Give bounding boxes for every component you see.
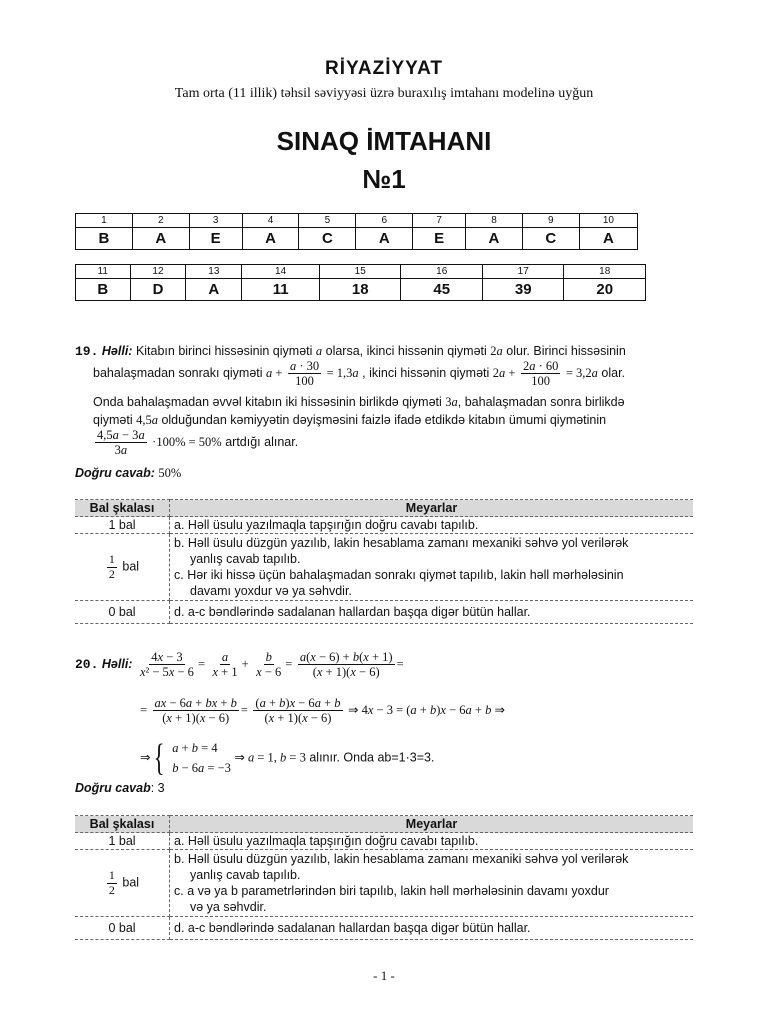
answer-number: 4 — [242, 214, 299, 228]
question-number: 19. — [75, 344, 99, 359]
criteria-c: c. Hər iki hissə üçün bahalaşmadan sonrakı qiymət tapılıb, lakin həll mərhələsinin — [174, 568, 624, 582]
q20-text: alınır. Onda — [309, 750, 374, 765]
answer-number: 7 — [413, 214, 466, 228]
col-header: Meyarlar — [170, 500, 694, 517]
answer-number: 3 — [189, 214, 242, 228]
score-cell: 0 bal — [75, 917, 170, 940]
answer-value: 45 — [401, 279, 483, 301]
answer-value: C — [522, 228, 579, 250]
criteria-c-cont: və ya səhvdir. — [190, 900, 267, 914]
q19-line5: $\frac{4,5a - 3a}{3a}$ ·100% = 50% artdığı alınar. — [97, 428, 299, 458]
q19-text: qiyməti — [93, 413, 133, 427]
answer-value: 39 — [482, 279, 564, 301]
answer-value: E — [189, 228, 242, 250]
criteria-b: b. Həll üsulu düzgün yazılıb, lakin hesablama zamanı mexaniki səhvə yol verilərək — [174, 536, 629, 550]
criteria-cell — [170, 534, 694, 601]
subject-title: RİYAZİYYAT — [324, 58, 444, 79]
answer-number: 6 — [356, 214, 413, 228]
score-cell: 1 bal — [75, 833, 170, 850]
correct-label: Doğru cavab: — [75, 466, 155, 480]
subtitle: Tam orta (11 illik) təhsil səviyyəsi üzrə buraxılış imtahanı modelinə uyğun — [174, 86, 594, 101]
answer-value: D — [130, 279, 186, 301]
q19-text: olur. Birinci hissəsinin — [506, 344, 626, 358]
score-cell-half: $\frac{1}{2}$ bal — [75, 534, 170, 601]
answer-number: 12 — [130, 265, 186, 279]
answer-number: 16 — [401, 265, 483, 279]
q20-solution-line1: 20. Həlli: $\frac{4x - 3}{\text{x² − 5x − 6}}$ = $\frac{a}{x + 1}$ + $\frac{b}{x - 6}$ = $\frac{a(x - 6) + b(x + 1)}{(x + 1)(x - 6)}$ = — [75, 650, 404, 680]
q19-text: olduğundan kəmiyyətin dəyişməsini faizlə ifadə etdikdə kitabın ümumi qiymətinin — [161, 413, 607, 427]
score-cell: 0 bal — [75, 601, 170, 624]
answer-table-1 — [75, 213, 638, 250]
q19-text: olarsa, ikinci hissənin qiyməti — [325, 344, 487, 358]
answer-value: A — [242, 228, 299, 250]
answer-value: C — [299, 228, 356, 250]
q20-solution-line2: = $\frac{ax - 6a + bx + b}{(x + 1)(x - 6)}$ = $\frac{(a + b)x - 6a + b}{(x + 1)(x - 6)}$ ⇒ 4x − 3 = (a + b)x − 6a + b ⇒ — [140, 696, 505, 726]
exam-title: SINAQ İMTAHANI — [276, 126, 492, 156]
answer-value: 11 — [242, 279, 320, 301]
answer-value: A — [186, 279, 242, 301]
criteria-cell: d. a-c bəndlərində sadalanan hallardan başqa digər bütün hallar. — [170, 917, 694, 940]
correct-answer: 50% — [158, 466, 182, 480]
criteria-c-cont: davamı yoxdur və ya səhvdir. — [190, 584, 352, 598]
criteria-cell — [170, 850, 694, 917]
correct-label: Doğru cavab — [75, 781, 151, 795]
score-table-19 — [75, 499, 693, 624]
criteria-b-cont: yanlış cavab tapılıb. — [190, 868, 301, 882]
score-cell: 1 bal — [75, 517, 170, 534]
answer-number: 1 — [76, 214, 133, 228]
answer-number: 13 — [186, 265, 242, 279]
answer-value: A — [466, 228, 523, 250]
score-cell-half: $\frac{1}{2}$ bal — [75, 850, 170, 917]
q20-correct — [75, 781, 165, 795]
answer-value: 18 — [319, 279, 401, 301]
answer-value: A — [356, 228, 413, 250]
col-header: Bal şkalası — [75, 816, 170, 833]
criteria-c: c. a və ya b parametrlərindən biri tapılıb, lakin həll mərhələsinin davamı yoxdur — [174, 884, 609, 898]
answer-number: 14 — [242, 265, 320, 279]
answer-value: B — [76, 228, 133, 250]
answer-value: B — [76, 279, 131, 301]
answer-value: 20 — [564, 279, 646, 301]
score-half-label: bal — [122, 559, 140, 574]
q19-correct — [75, 466, 181, 481]
q19-text: olar. — [601, 366, 626, 381]
answer-number: 5 — [299, 214, 356, 228]
q19-line3: Onda bahalaşmadan əvvəl kitabın iki hissəsinin birlikdə qiyməti 3a, bahalaşmadan sonra birlikdə qiyməti 4,5a olduğundan kəmiyyətin dəyişməsini faizlə ifadə etdikdə kitabın ümumi qiymətinin — [93, 395, 625, 427]
answer-value: A — [132, 228, 189, 250]
answer-table-2 — [75, 264, 646, 301]
exam-number: №1 — [362, 164, 406, 194]
page-number: - 1 - — [373, 968, 395, 983]
answer-number: 8 — [466, 214, 523, 228]
criteria-cell: a. Həll üsulu yazılmaqla tapşırığın doğru cavabı tapılıb. — [170, 833, 694, 850]
q19-solution: 19. Həlli: Kitabın birinci hissəsinin qiyməti a olarsa, ikinci hissənin qiyməti 2a olur. Birinci hissəsinin — [75, 344, 626, 359]
q19-text: Onda bahalaşmadan əvvəl kitabın iki hissəsinin birlikdə qiyməti — [93, 395, 442, 409]
score-table-20 — [75, 815, 693, 940]
answer-number: 10 — [579, 214, 637, 228]
answer-number: 11 — [76, 265, 131, 279]
correct-answer: : 3 — [150, 781, 165, 795]
q19-text: bahalaşmadan sonrakı qiyməti — [93, 366, 263, 381]
solution-label: Həlli: — [101, 344, 133, 358]
q19-text: Kitabın birinci hissəsinin qiyməti — [135, 344, 313, 358]
q19-text: , ikinci hissənin qiyməti — [362, 366, 490, 381]
answer-number: 9 — [522, 214, 579, 228]
criteria-b: b. Həll üsulu düzgün yazılıb, lakin hesablama zamanı mexaniki səhvə yol verilərək — [174, 852, 629, 866]
answer-number: 17 — [482, 265, 564, 279]
answer-number: 15 — [319, 265, 401, 279]
criteria-cell: d. a-c bəndlərində sadalanan hallardan başqa digər bütün hallar. — [170, 601, 694, 624]
answer-value: A — [579, 228, 637, 250]
answer-number: 2 — [132, 214, 189, 228]
solution-label: Həlli: — [101, 657, 133, 672]
criteria-b-cont: yanlış cavab tapılıb. — [190, 552, 301, 566]
q20-text: ab=1·3=3. — [377, 750, 435, 765]
criteria-cell: a. Həll üsulu yazılmaqla tapşırığın doğru cavabı tapılıb. — [170, 517, 694, 534]
answer-number: 18 — [564, 265, 646, 279]
score-half-label: bal — [122, 875, 140, 890]
q19-text: , bahalaşmadan sonra birlikdə — [457, 395, 625, 409]
answer-value: E — [413, 228, 466, 250]
col-header: Meyarlar — [170, 816, 694, 833]
q20-solution-line3: ⇒{ a + b = 4 b − 6a = −3 ⇒ a = 1, b = 3 alınır. Onda ab=1·3=3. — [140, 737, 435, 779]
q19-text: artdığı alınar. — [225, 435, 299, 450]
q19-line2: bahalaşmadan sonrakı qiyməti a + $\frac{a \cdot 30}{100}$ = 1,3a , ikinci hissənin qiyməti 2a + $\frac{2a \cdot 60}{100}$ = 3,2a olar. — [93, 359, 626, 389]
question-number: 20. — [75, 657, 99, 673]
col-header: Bal şkalası — [75, 500, 170, 517]
